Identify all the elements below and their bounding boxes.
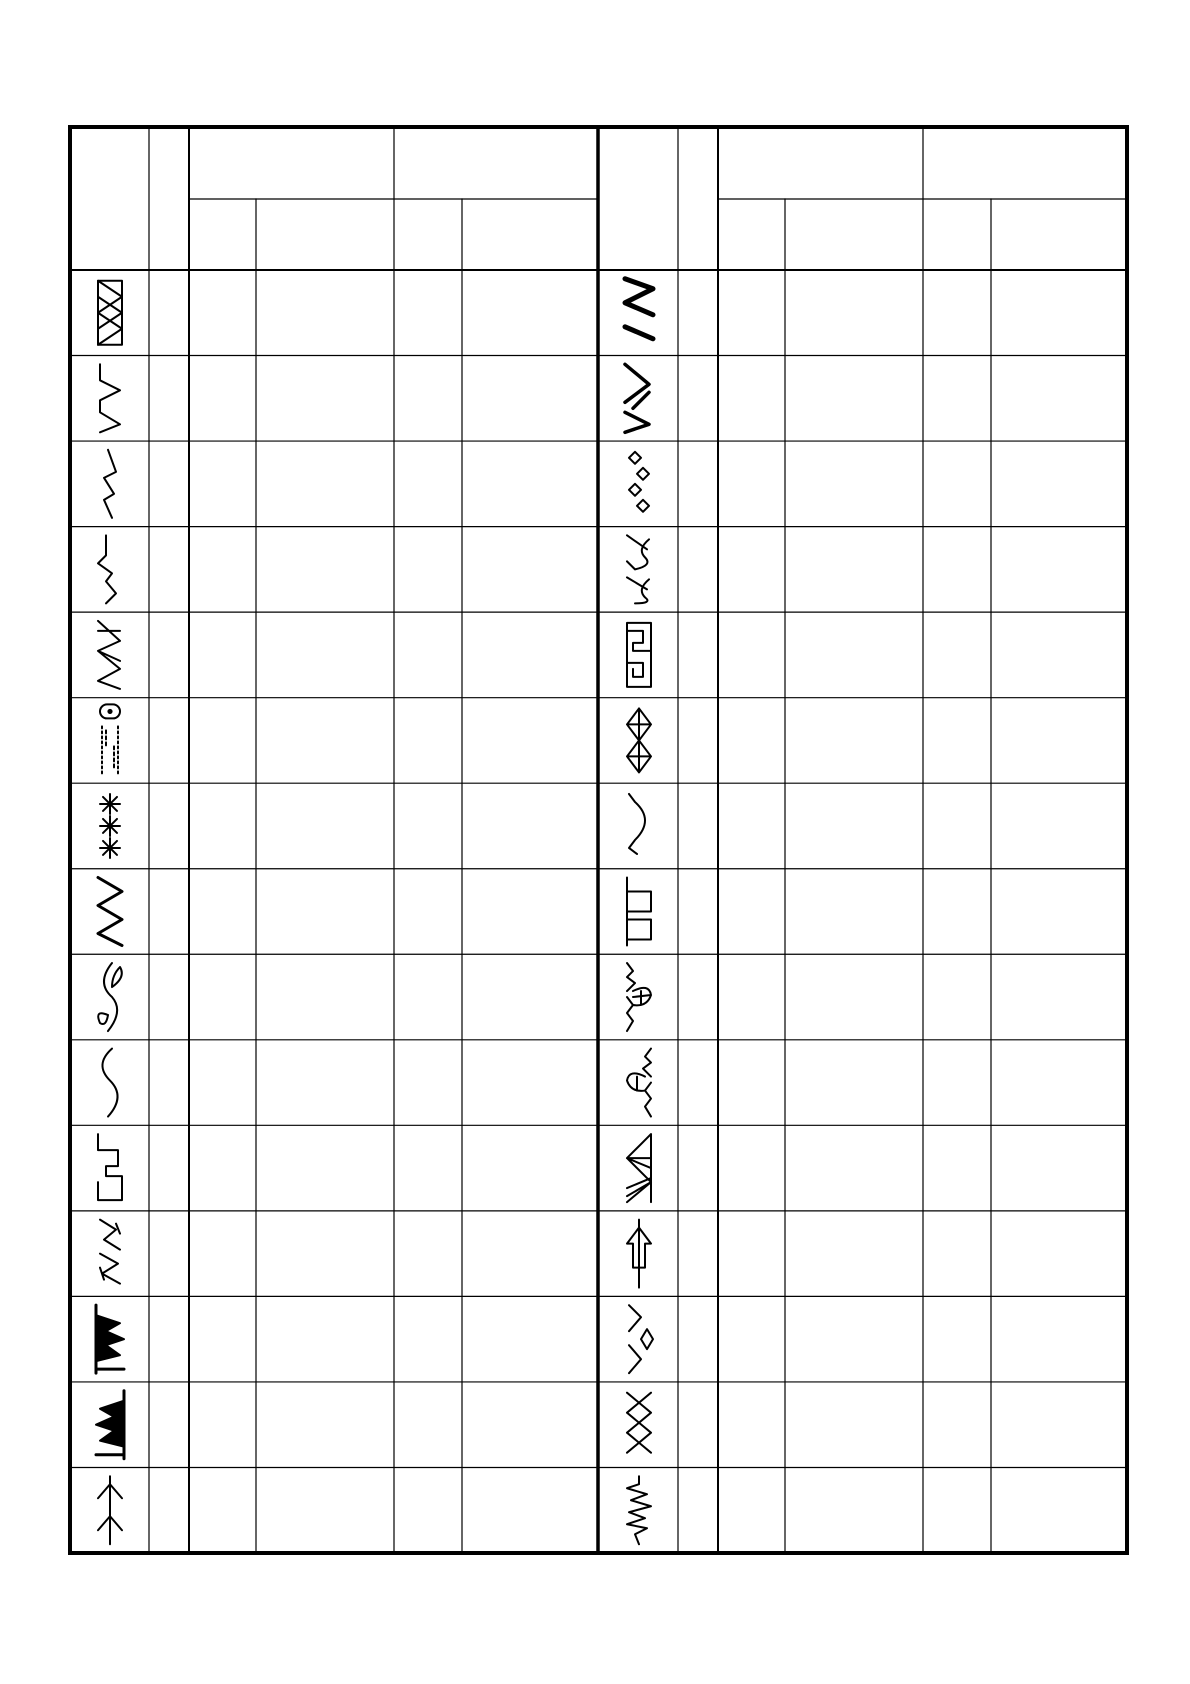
blanket-stitch-icon: [100, 364, 120, 432]
greek-key-box-stitch-icon: [627, 623, 651, 687]
wave-stitch-icon: [102, 1049, 117, 1117]
diamond-chain-stitch-icon: [629, 452, 649, 512]
table-grid: [70, 127, 1127, 1553]
satin-flower-stitch-icon: [96, 1305, 124, 1373]
satin-bar-stitch-icon: [625, 279, 653, 339]
heart-diamond-stitch-icon: [629, 1305, 653, 1373]
lightning-stitch-icon: [104, 450, 116, 518]
arrow-stitch-icon: [627, 1220, 651, 1288]
triple-triangle-stitch-icon: [98, 281, 122, 345]
cross-stitch-icon: [627, 1393, 651, 1453]
square-stitch-icon: [627, 878, 651, 946]
leaf-vine-stitch-icon: [98, 963, 122, 1031]
heartbeat-stitch-icon: [627, 1476, 651, 1544]
right-stitch-icons: [625, 279, 653, 1544]
left-stitch-icons: [96, 281, 124, 1544]
feather-stitch-icon: [98, 1476, 122, 1544]
star-stitch-icon: [100, 794, 120, 858]
zigzag-stitch-icon: [98, 878, 122, 946]
scroll-stitch-icon: [627, 535, 649, 603]
chevron-link-stitch-icon: [100, 1220, 120, 1284]
triangle-fill-stitch-icon: [627, 1134, 651, 1202]
diamond-star-stitch-icon: [627, 708, 651, 772]
satin-flower-reverse-stitch-icon: [96, 1391, 124, 1459]
scallop-stitch-icon: [629, 794, 645, 854]
tulip-stitch-icon: [627, 963, 651, 1031]
tulip-reverse-stitch-icon: [627, 1049, 651, 1117]
buttonhole-stitch-icon: [100, 704, 120, 774]
rickrack-stitch-icon: [625, 364, 649, 432]
greek-key-stitch-icon: [98, 1134, 122, 1200]
blind-hem-stitch-icon: [98, 535, 116, 603]
arrowhead-stitch-icon: [98, 621, 120, 689]
